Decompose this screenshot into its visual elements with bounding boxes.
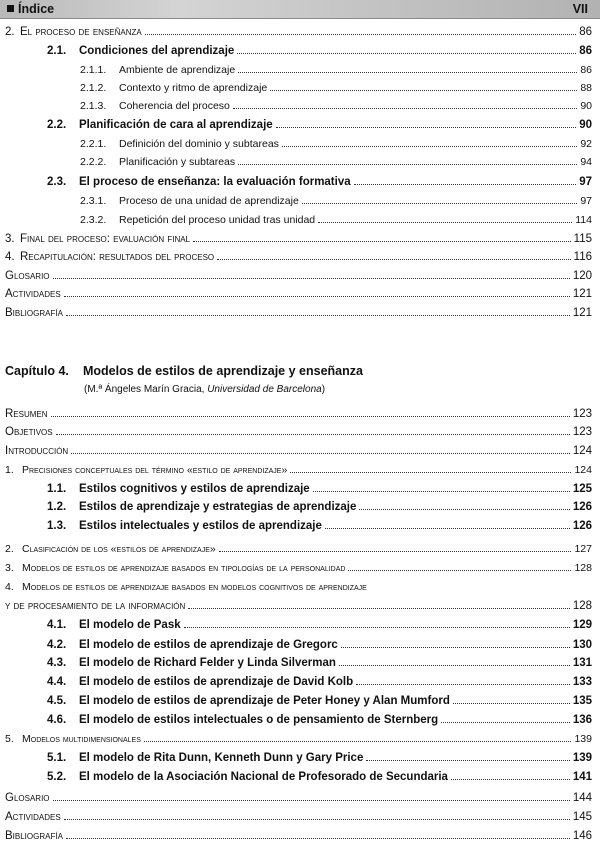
toc-entry-page: 129 bbox=[572, 619, 592, 631]
toc-entry[interactable] bbox=[5, 285, 592, 300]
dot-leader bbox=[348, 570, 571, 571]
dot-leader bbox=[238, 164, 577, 165]
toc-entry[interactable] bbox=[5, 230, 592, 245]
toc-entry-page: 123 bbox=[572, 408, 592, 420]
toc-entry-page: 126 bbox=[572, 501, 592, 513]
toc-entry-label: Clasificación de los «estilos de aprendizaje» bbox=[22, 543, 216, 555]
dot-leader bbox=[217, 259, 570, 260]
toc-entry-number: 1.3. bbox=[47, 520, 67, 532]
toc-entry-page: 90 bbox=[579, 119, 592, 131]
toc-entry-number: 4.3. bbox=[47, 657, 67, 669]
toc-entry-label: Modelos multidimensionales bbox=[22, 733, 141, 745]
dot-leader bbox=[51, 416, 570, 417]
toc-entry-label: Bibliografía bbox=[5, 830, 63, 842]
toc-entry-label: El modelo de Pask bbox=[79, 619, 181, 631]
toc-entry-label: Precisiones conceptuales del término «estilo de aprendizaje» bbox=[22, 464, 288, 476]
toc-entry[interactable] bbox=[80, 97, 592, 112]
toc-entry[interactable] bbox=[5, 423, 592, 438]
dot-leader bbox=[53, 278, 570, 279]
toc-entry-label: El proceso de enseñanza: la evaluación formativa bbox=[79, 176, 351, 188]
toc-entry[interactable] bbox=[47, 673, 592, 688]
toc-entry-number: 4.2. bbox=[47, 639, 67, 651]
dot-leader bbox=[313, 491, 570, 492]
dot-leader bbox=[144, 741, 572, 742]
toc-entry-page: 115 bbox=[573, 233, 592, 245]
toc-entry-label: Repetición del proceso unidad tras unidad bbox=[119, 214, 316, 226]
toc-entry-label: Resumen bbox=[5, 408, 48, 420]
dot-leader bbox=[237, 53, 576, 54]
toc-entry-label: Objetivos bbox=[5, 426, 53, 438]
toc-entry-page: 88 bbox=[580, 82, 592, 94]
toc-entry[interactable] bbox=[5, 597, 592, 612]
toc-entry-label: Modelos de estilos de aprendizaje basados en modelos cognitivos de aprendizaje bbox=[22, 581, 367, 593]
toc-entry-number: 2.2.1. bbox=[80, 138, 107, 150]
toc-entry-number: 2.2. bbox=[47, 119, 67, 131]
toc-entry-number: 2. bbox=[5, 543, 14, 555]
chapter-title: Modelos de estilos de aprendizaje y enseñanza bbox=[83, 364, 363, 378]
dot-leader bbox=[66, 838, 570, 839]
toc-entry[interactable] bbox=[80, 79, 592, 94]
author-name: (M.ª Ángeles Marín Gracia, bbox=[84, 384, 208, 395]
dot-leader bbox=[356, 684, 570, 685]
toc-entry[interactable] bbox=[47, 173, 592, 188]
toc-entry-label: El modelo de estilos intelectuales o de pensamiento de Sternberg bbox=[79, 714, 439, 726]
toc-entry-number: 4.1. bbox=[47, 619, 67, 631]
dot-leader bbox=[233, 108, 577, 109]
toc-entry[interactable] bbox=[80, 61, 592, 76]
toc-entry-page: 86 bbox=[579, 45, 592, 57]
toc-entry[interactable] bbox=[5, 559, 592, 574]
toc-entry-label: Glosario bbox=[5, 792, 50, 804]
dot-leader bbox=[325, 528, 570, 529]
toc-entry-page: 94 bbox=[580, 156, 592, 168]
toc-entry-number: 2.1.3. bbox=[80, 100, 107, 112]
toc-entry-number: 4. bbox=[5, 581, 14, 593]
dot-leader bbox=[184, 627, 570, 628]
toc-entry-label: El modelo de Richard Felder y Linda Silverman bbox=[79, 657, 336, 669]
author-close: ) bbox=[321, 384, 326, 395]
toc-entry-number: 1.1. bbox=[47, 483, 67, 495]
toc-entry-label: Coherencia del proceso bbox=[119, 100, 230, 112]
toc-entry[interactable] bbox=[47, 636, 592, 651]
dot-leader bbox=[339, 665, 570, 666]
toc-entry-page: 97 bbox=[579, 176, 592, 188]
toc-entry-page: 127 bbox=[574, 543, 592, 555]
toc-entry-page: 136 bbox=[572, 714, 592, 726]
toc-entry-number: 4. bbox=[5, 251, 15, 263]
dot-leader bbox=[318, 222, 572, 223]
toc-entry-page: 146 bbox=[572, 830, 592, 842]
toc-entry[interactable] bbox=[80, 192, 592, 207]
toc-entry-label: Recapitulación: resultados del proceso bbox=[20, 251, 215, 263]
toc-entry-label: Ambiente de aprendizaje bbox=[119, 64, 236, 76]
dot-leader bbox=[341, 647, 570, 648]
dot-leader bbox=[66, 315, 570, 316]
toc-entry-label: Actividades bbox=[5, 288, 61, 300]
toc-entry-label: El modelo de estilos de aprendizaje de Gregorc bbox=[79, 639, 338, 651]
toc-entry-page: 128 bbox=[572, 600, 592, 612]
toc-entry-label: Estilos cognitivos y estilos de aprendizaje bbox=[79, 483, 310, 495]
author-affiliation: Universidad de Barcelona bbox=[207, 384, 322, 395]
toc-entry-page: 141 bbox=[572, 771, 592, 783]
toc-entry[interactable] bbox=[5, 23, 592, 38]
toc-entry-page: 90 bbox=[580, 100, 592, 112]
toc-entry-page: 116 bbox=[573, 251, 592, 263]
dot-leader bbox=[219, 551, 572, 552]
toc-entry-number: 3. bbox=[5, 233, 15, 245]
toc-entry-number: 2.3.1. bbox=[80, 195, 107, 207]
toc-entry-number: 2.1. bbox=[47, 45, 67, 57]
toc-entry-page: 123 bbox=[572, 426, 592, 438]
dot-leader bbox=[366, 760, 569, 761]
toc-entry[interactable] bbox=[5, 248, 592, 263]
toc-entry-label: Glosario bbox=[5, 270, 50, 282]
toc-entry[interactable] bbox=[5, 578, 592, 593]
toc-entry-number: 3. bbox=[5, 562, 14, 574]
toc-entry[interactable] bbox=[80, 153, 592, 168]
toc-entry-label: Estilos de aprendizaje y estrategias de aprendizaje bbox=[79, 501, 357, 513]
toc-entry-label: Planificación de cara al aprendizaje bbox=[79, 119, 273, 131]
toc-entry-page: 121 bbox=[572, 288, 592, 300]
toc-entry-page: 145 bbox=[572, 811, 592, 823]
toc-entry[interactable] bbox=[5, 442, 592, 457]
toc-entry-page: 121 bbox=[572, 307, 592, 319]
dot-leader bbox=[354, 184, 577, 185]
toc-entry-page: 97 bbox=[580, 195, 592, 207]
dot-leader bbox=[359, 509, 569, 510]
toc-entry-label: El modelo de estilos de aprendizaje de Peter Honey y Alan Mumford bbox=[79, 695, 450, 707]
toc-entry-label: Bibliografía bbox=[5, 307, 63, 319]
header-title: Índice bbox=[18, 2, 55, 16]
toc-entry[interactable] bbox=[5, 789, 592, 804]
toc-entry[interactable] bbox=[5, 461, 592, 476]
dot-leader bbox=[441, 722, 570, 723]
toc-entry[interactable] bbox=[47, 654, 592, 669]
toc-entry-label: El modelo de la Asociación Nacional de Profesorado de Secundaria bbox=[79, 771, 448, 783]
toc-entry-label: Estilos intelectuales y estilos de aprendizaje bbox=[79, 520, 322, 532]
toc-entry-number: 2.1.2. bbox=[80, 82, 107, 94]
toc-entry-page: 135 bbox=[572, 695, 592, 707]
toc-entry[interactable] bbox=[5, 540, 592, 555]
toc-entry-page: 128 bbox=[574, 562, 592, 574]
toc-entry[interactable] bbox=[80, 211, 592, 226]
toc-entry-number: 1. bbox=[5, 464, 14, 476]
toc-entry-number: 5.1. bbox=[47, 752, 67, 764]
toc-entry-page: 120 bbox=[572, 270, 592, 282]
toc-entry-page: 133 bbox=[572, 676, 592, 688]
dot-leader bbox=[53, 800, 570, 801]
toc-entry-number: 2.3.2. bbox=[80, 214, 107, 226]
toc-entry[interactable] bbox=[5, 267, 592, 282]
toc-entry-label: Modelos de estilos de aprendizaje basados en tipologías de la personalidad bbox=[22, 562, 346, 574]
toc-entry-page: 92 bbox=[580, 138, 592, 150]
chapter-heading bbox=[5, 364, 363, 378]
dot-leader bbox=[64, 296, 570, 297]
toc-entry-page: 126 bbox=[572, 520, 592, 532]
toc-entry[interactable] bbox=[47, 711, 592, 726]
toc-entry-number: 2.1.1. bbox=[80, 64, 107, 76]
dot-leader bbox=[453, 703, 570, 704]
toc-entry-number: 2.3. bbox=[47, 176, 67, 188]
toc-entry-page: 124 bbox=[574, 464, 592, 476]
toc-entry-page: 139 bbox=[572, 752, 592, 764]
toc-entry-page: 114 bbox=[575, 214, 592, 226]
dot-leader bbox=[276, 127, 577, 128]
toc-entry-number: 2. bbox=[5, 26, 15, 38]
toc-entry[interactable] bbox=[5, 827, 592, 842]
chapter-author bbox=[84, 384, 325, 395]
toc-entry-label: Introducción bbox=[5, 445, 69, 457]
toc-entry-number: 4.4. bbox=[47, 676, 67, 688]
toc-entry-page: 139 bbox=[574, 733, 592, 745]
toc-entry[interactable] bbox=[47, 692, 592, 707]
dot-leader bbox=[282, 146, 577, 147]
toc-entry-label: Proceso de una unidad de aprendizaje bbox=[119, 195, 299, 207]
toc-entry-label: El proceso de enseñanza bbox=[20, 26, 142, 38]
toc-entry-number: 4.5. bbox=[47, 695, 67, 707]
dot-leader bbox=[71, 453, 570, 454]
toc-entry[interactable] bbox=[5, 405, 592, 420]
toc-entry[interactable] bbox=[5, 304, 592, 319]
dot-leader bbox=[188, 608, 570, 609]
dot-leader bbox=[193, 241, 571, 242]
toc-entry[interactable] bbox=[47, 768, 592, 783]
chapter-number: Capítulo 4. bbox=[5, 364, 69, 378]
dot-leader bbox=[302, 203, 578, 204]
toc-entry-label: Final del proceso: evaluación final bbox=[20, 233, 191, 245]
toc-entry[interactable] bbox=[5, 730, 592, 745]
toc-entry[interactable] bbox=[47, 480, 592, 495]
header-page-number: VII bbox=[572, 2, 588, 16]
toc-entry-page: 125 bbox=[572, 483, 592, 495]
toc-entry-label: El modelo de Rita Dunn, Kenneth Dunn y Gary Price bbox=[79, 752, 364, 764]
toc-entry[interactable] bbox=[80, 135, 592, 150]
toc-entry-label: El modelo de estilos de aprendizaje de David Kolb bbox=[79, 676, 354, 688]
dot-leader bbox=[270, 90, 577, 91]
toc-entry-number: 5. bbox=[5, 733, 14, 745]
toc-entry[interactable] bbox=[47, 616, 592, 631]
dot-leader bbox=[290, 472, 571, 473]
dot-leader bbox=[451, 779, 570, 780]
dot-leader bbox=[56, 434, 570, 435]
toc-entry-label: Actividades bbox=[5, 811, 61, 823]
toc-entry[interactable] bbox=[47, 749, 592, 764]
running-header bbox=[0, 0, 600, 19]
square-bullet-icon bbox=[7, 5, 14, 12]
toc-entry[interactable] bbox=[47, 517, 592, 532]
toc-entry-label: y de procesamiento de la información bbox=[5, 600, 186, 612]
dot-leader bbox=[64, 819, 570, 820]
toc-entry[interactable] bbox=[47, 42, 592, 57]
toc-entry-page: 131 bbox=[572, 657, 592, 669]
toc-entry-label: Condiciones del aprendizaje bbox=[79, 45, 235, 57]
toc-entry[interactable] bbox=[47, 116, 592, 131]
toc-entry[interactable] bbox=[47, 498, 592, 513]
toc-entry-page: 86 bbox=[579, 26, 592, 38]
toc-entry-number: 1.2. bbox=[47, 501, 67, 513]
toc-entry-number: 2.2.2. bbox=[80, 156, 107, 168]
toc-entry-label: Contexto y ritmo de aprendizaje bbox=[119, 82, 268, 94]
toc-entry-page: 144 bbox=[572, 792, 592, 804]
toc-entry-label: Definición del dominio y subtareas bbox=[119, 138, 279, 150]
toc-entry-page: 124 bbox=[572, 445, 592, 457]
toc-entry[interactable] bbox=[5, 808, 592, 823]
toc-entry-label: Planificación y subtareas bbox=[119, 156, 236, 168]
toc-entry-number: 5.2. bbox=[47, 771, 67, 783]
toc-entry-page: 86 bbox=[580, 64, 592, 76]
dot-leader bbox=[238, 72, 577, 73]
dot-leader bbox=[145, 34, 576, 35]
toc-entry-number: 4.6. bbox=[47, 714, 67, 726]
toc-entry-page: 130 bbox=[572, 639, 592, 651]
